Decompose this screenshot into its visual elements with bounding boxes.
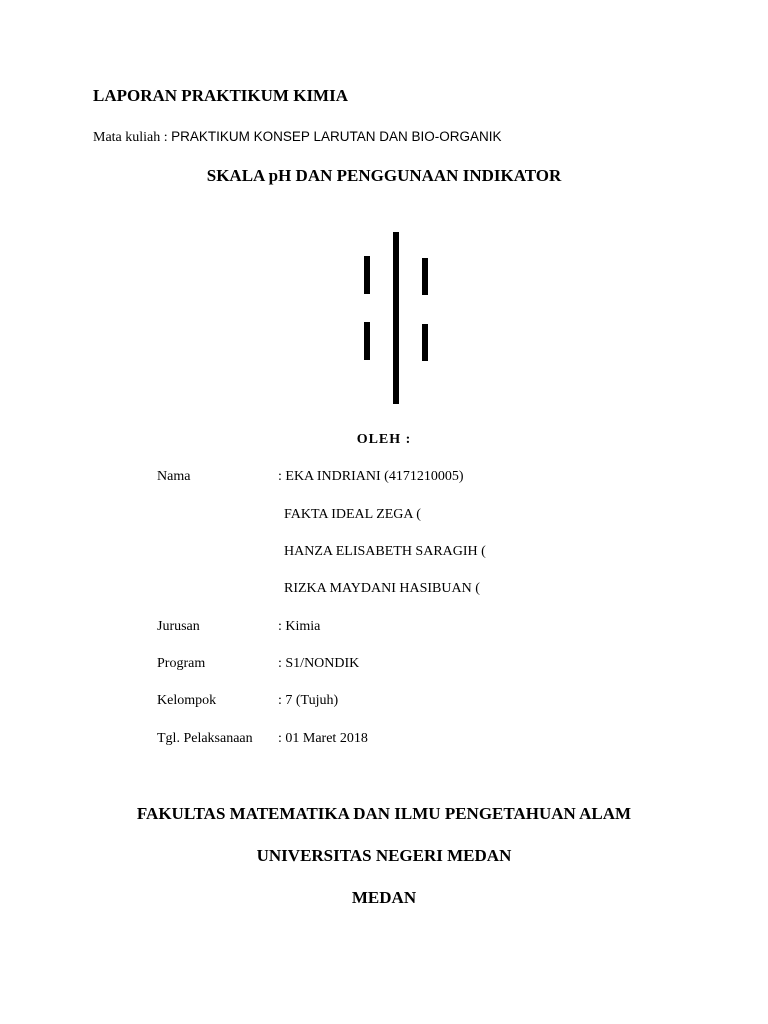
authors-heading: OLEH : — [356, 432, 412, 447]
university-name: UNIVERSITAS NEGERI MEDAN — [256, 846, 512, 865]
name-label: Nama — [157, 469, 191, 484]
faculty-name: FAKULTAS MATEMATIKA DAN ILMU PENGETAHUAN ALAM — [136, 804, 632, 823]
detail-value: : Kimia — [278, 619, 321, 634]
detail-value: : 7 (Tujuh) — [278, 693, 339, 708]
detail-value: : 01 Maret 2018 — [278, 731, 368, 746]
detail-label: Tgl. Pelaksanaan — [157, 731, 253, 746]
detail-label: Program — [157, 656, 206, 671]
member-item: FAKTA IDEAL ZEGA ( — [284, 507, 421, 522]
detail-value: : S1/NONDIK — [278, 656, 360, 671]
course-value: PRAKTIKUM KONSEP LARUTAN DAN BIO-ORGANIK — [171, 129, 502, 144]
city-name: MEDAN — [351, 888, 417, 907]
report-subject: SKALA pH DAN PENGGUNAAN INDIKATOR — [206, 166, 562, 185]
course-label: Mata kuliah : — [93, 130, 172, 145]
member-item: RIZKA MAYDANI HASIBUAN ( — [284, 581, 480, 596]
detail-label: Kelompok — [157, 693, 217, 708]
course-line — [93, 129, 501, 146]
university-logo-icon — [355, 228, 445, 408]
member-item: HANZA ELISABETH SARAGIH ( — [284, 544, 486, 559]
detail-label: Jurusan — [157, 619, 200, 634]
name-value: : EKA INDRIANI (4171210005) — [278, 469, 464, 484]
report-title: LAPORAN PRAKTIKUM KIMIA — [93, 86, 348, 105]
